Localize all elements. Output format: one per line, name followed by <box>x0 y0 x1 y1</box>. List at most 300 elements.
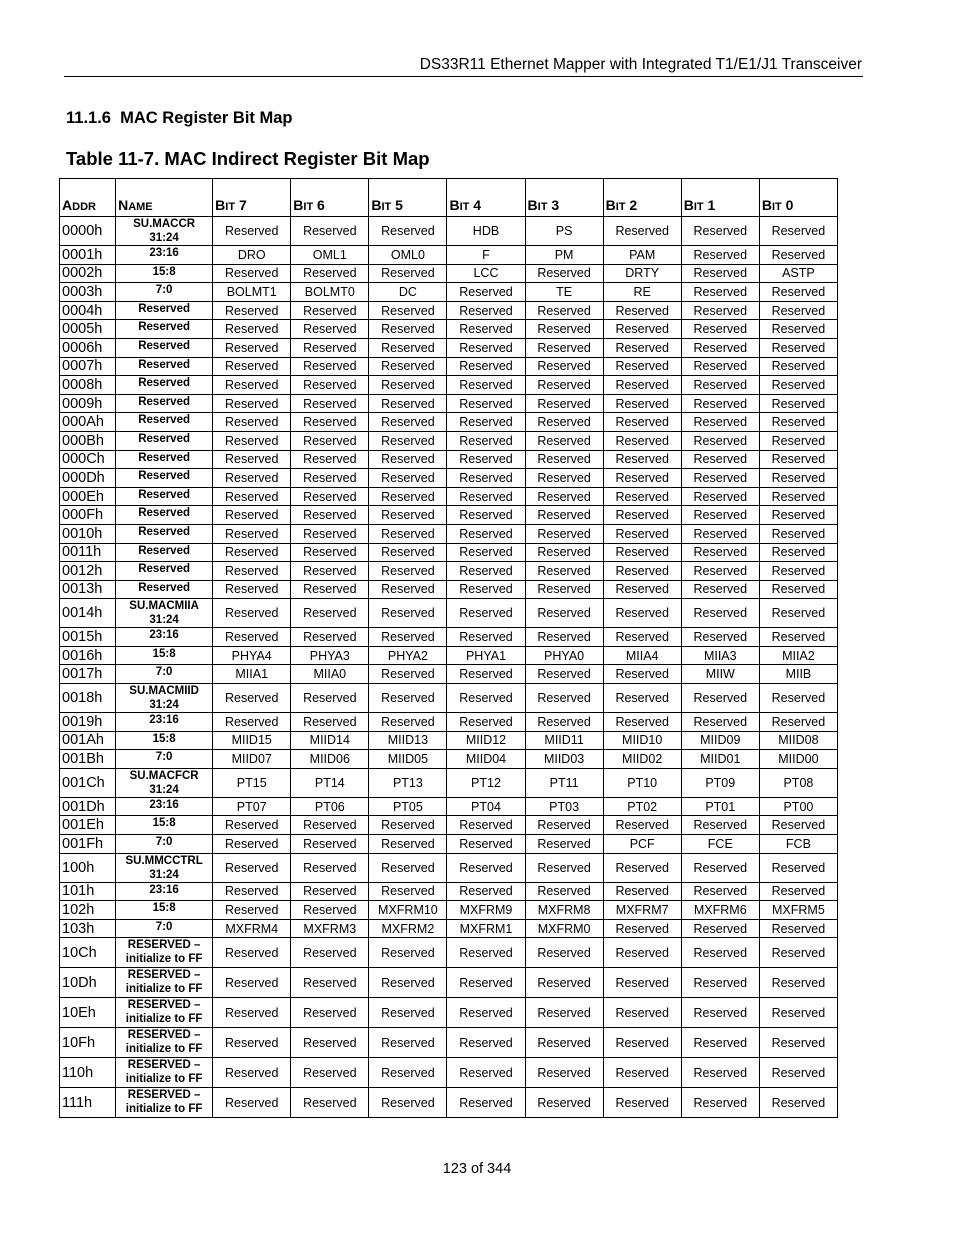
name-line: initialize to FF <box>125 1073 203 1086</box>
name-cell <box>116 301 213 320</box>
bit-cell: MXFRM8 <box>525 901 603 920</box>
table-row <box>60 217 838 246</box>
bit-cell: MIID12 <box>447 731 525 750</box>
addr-cell: 0000h <box>60 217 116 246</box>
bit-cell: Reserved <box>525 450 603 469</box>
bit-cell: Reserved <box>681 450 759 469</box>
bit-cell: Reserved <box>759 853 837 882</box>
bit-cell: MIID10 <box>603 731 681 750</box>
bit-cell: Reserved <box>759 338 837 357</box>
bit-cell: PT04 <box>447 797 525 816</box>
bit-cell: Reserved <box>681 853 759 882</box>
name-line: SU.MACFCR <box>129 769 199 782</box>
bit-cell: Reserved <box>681 628 759 647</box>
name-line: 15:8 <box>152 817 176 830</box>
table-row <box>60 376 838 395</box>
bit-cell: Reserved <box>369 450 447 469</box>
name-cell <box>116 524 213 543</box>
bit-cell: Reserved <box>525 713 603 732</box>
bit-cell: Reserved <box>213 968 291 998</box>
name-cell <box>116 450 213 469</box>
bit-cell: Reserved <box>369 320 447 339</box>
bit-cell: Reserved <box>681 376 759 395</box>
section-heading <box>66 109 293 128</box>
bit-cell: MIID00 <box>759 750 837 769</box>
table-row <box>60 797 838 816</box>
bit-cell: Reserved <box>525 968 603 998</box>
name-line: Reserved <box>138 581 191 594</box>
bit-cell: Reserved <box>213 1058 291 1088</box>
bit-cell: PT06 <box>291 797 369 816</box>
bit-cell: Reserved <box>759 217 837 246</box>
bit-cell: Reserved <box>291 853 369 882</box>
name-cell <box>116 750 213 769</box>
bit-cell: Reserved <box>681 469 759 488</box>
bit-cell: Reserved <box>759 376 837 395</box>
table-row <box>60 998 838 1028</box>
bit-cell: Reserved <box>759 469 837 488</box>
bit-cell: Reserved <box>291 1058 369 1088</box>
bit-cell: Reserved <box>447 580 525 599</box>
bit-cell: Reserved <box>759 413 837 432</box>
bit-cell: PT03 <box>525 797 603 816</box>
bit-cell: PT00 <box>759 797 837 816</box>
bit-cell: Reserved <box>681 599 759 628</box>
bit-cell: Reserved <box>681 882 759 901</box>
bit-cell: Reserved <box>447 413 525 432</box>
name-line: SU.MACMIID <box>129 685 199 698</box>
bit-cell: ASTP <box>759 264 837 283</box>
name-line: initialize to FF <box>125 1103 203 1116</box>
bit-cell: DC <box>369 283 447 302</box>
column-header-bit-5: BIT 5 <box>369 179 447 217</box>
name-line: 23:16 <box>149 883 179 896</box>
bit-cell: Reserved <box>291 394 369 413</box>
name-cell <box>116 580 213 599</box>
bit-cell: Reserved <box>759 1028 837 1058</box>
bit-cell: Reserved <box>447 684 525 713</box>
bit-cell: Reserved <box>447 450 525 469</box>
bit-cell: Reserved <box>603 338 681 357</box>
table-row <box>60 768 838 797</box>
bit-cell: Reserved <box>681 338 759 357</box>
bit-cell: Reserved <box>213 320 291 339</box>
bit-cell: Reserved <box>603 1028 681 1058</box>
bit-cell: PHYA1 <box>447 646 525 665</box>
bit-cell: Reserved <box>213 506 291 525</box>
bit-cell: Reserved <box>759 628 837 647</box>
name-line: 23:16 <box>149 714 179 727</box>
bit-cell: Reserved <box>213 431 291 450</box>
bit-cell: PT12 <box>447 768 525 797</box>
bit-cell: Reserved <box>759 938 837 968</box>
bit-cell: PT10 <box>603 768 681 797</box>
addr-cell: 0017h <box>60 665 116 684</box>
table-row <box>60 853 838 882</box>
bit-cell: Reserved <box>369 599 447 628</box>
bit-cell: Reserved <box>603 968 681 998</box>
column-header-bit-1: BIT 1 <box>681 179 759 217</box>
bit-cell: Reserved <box>603 713 681 732</box>
bit-cell: PHYA0 <box>525 646 603 665</box>
bit-cell: RE <box>603 283 681 302</box>
name-cell <box>116 217 213 246</box>
bit-cell: Reserved <box>369 338 447 357</box>
bit-cell: Reserved <box>291 1088 369 1118</box>
bit-cell: Reserved <box>759 357 837 376</box>
table-row <box>60 338 838 357</box>
name-line: 23:16 <box>149 629 179 642</box>
name-cell <box>116 938 213 968</box>
bit-cell: MIIB <box>759 665 837 684</box>
bit-cell: Reserved <box>681 684 759 713</box>
bit-cell: Reserved <box>213 684 291 713</box>
bit-cell: Reserved <box>369 938 447 968</box>
bit-cell: Reserved <box>603 938 681 968</box>
name-line: Reserved <box>138 321 191 334</box>
table-row <box>60 487 838 506</box>
name-line: 31:24 <box>149 614 179 627</box>
table-row <box>60 968 838 998</box>
table-row <box>60 450 838 469</box>
addr-cell: 111h <box>60 1088 116 1118</box>
bit-cell: PHYA4 <box>213 646 291 665</box>
name-line: 15:8 <box>152 647 176 660</box>
bit-cell: PT14 <box>291 768 369 797</box>
bit-cell: Reserved <box>291 628 369 647</box>
bit-cell: Reserved <box>759 684 837 713</box>
bit-cell: LCC <box>447 264 525 283</box>
bit-cell: Reserved <box>291 998 369 1028</box>
name-cell <box>116 431 213 450</box>
name-line: 7:0 <box>155 284 173 297</box>
bit-cell: PT13 <box>369 768 447 797</box>
name-cell <box>116 968 213 998</box>
bit-cell: Reserved <box>213 853 291 882</box>
bit-cell: BOLMT1 <box>213 283 291 302</box>
name-line: SU.MACMIIA <box>129 600 199 613</box>
addr-cell: 0018h <box>60 684 116 713</box>
bit-cell: Reserved <box>681 431 759 450</box>
addr-cell: 0002h <box>60 264 116 283</box>
bit-cell: Reserved <box>213 487 291 506</box>
bit-cell: Reserved <box>213 882 291 901</box>
bit-cell: PHYA3 <box>291 646 369 665</box>
bit-cell: Reserved <box>681 998 759 1028</box>
table-title: Table 11-7. MAC Indirect Register Bit Map <box>66 148 430 169</box>
table-row <box>60 1028 838 1058</box>
name-line: 7:0 <box>155 920 173 933</box>
bit-cell: MIID02 <box>603 750 681 769</box>
bit-cell: Reserved <box>291 835 369 854</box>
bit-cell: Reserved <box>681 543 759 562</box>
bit-cell: Reserved <box>291 338 369 357</box>
bit-cell: Reserved <box>681 919 759 938</box>
bit-cell: Reserved <box>291 816 369 835</box>
addr-cell: 001Bh <box>60 750 116 769</box>
bit-cell: Reserved <box>681 524 759 543</box>
bit-cell: Reserved <box>759 543 837 562</box>
bit-cell: MIID08 <box>759 731 837 750</box>
bit-cell: Reserved <box>603 357 681 376</box>
bit-cell: Reserved <box>603 816 681 835</box>
bit-cell: Reserved <box>291 599 369 628</box>
table-row <box>60 506 838 525</box>
table-row <box>60 431 838 450</box>
bit-cell: Reserved <box>369 835 447 854</box>
table-row <box>60 1088 838 1118</box>
column-header-bit-6: BIT 6 <box>291 179 369 217</box>
table-row <box>60 646 838 665</box>
bit-cell: PAM <box>603 246 681 265</box>
bit-cell: Reserved <box>213 1088 291 1118</box>
bit-cell: Reserved <box>681 357 759 376</box>
bit-cell: Reserved <box>291 938 369 968</box>
name-line: Reserved <box>138 339 191 352</box>
bit-cell: Reserved <box>369 1088 447 1118</box>
name-line: Reserved <box>138 507 191 520</box>
bit-cell: Reserved <box>447 713 525 732</box>
bit-cell: Reserved <box>759 394 837 413</box>
bit-cell: Reserved <box>759 450 837 469</box>
bit-cell: Reserved <box>447 1028 525 1058</box>
name-cell <box>116 320 213 339</box>
column-header-bit-3: BIT 3 <box>525 179 603 217</box>
register-bit-map-table <box>59 178 838 1118</box>
bit-cell: Reserved <box>447 853 525 882</box>
bit-cell: Reserved <box>213 264 291 283</box>
table-row <box>60 731 838 750</box>
bit-cell: Reserved <box>603 506 681 525</box>
bit-cell: Reserved <box>369 217 447 246</box>
name-cell <box>116 562 213 581</box>
bit-cell: Reserved <box>525 938 603 968</box>
name-cell <box>116 768 213 797</box>
bit-cell: Reserved <box>447 968 525 998</box>
addr-cell: 0001h <box>60 246 116 265</box>
name-cell <box>116 506 213 525</box>
bit-cell: PS <box>525 217 603 246</box>
column-header-bit-7: BIT 7 <box>213 179 291 217</box>
name-line: Reserved <box>138 470 191 483</box>
addr-cell: 000Fh <box>60 506 116 525</box>
table-row <box>60 413 838 432</box>
bit-cell: Reserved <box>525 1058 603 1088</box>
bit-cell: Reserved <box>681 506 759 525</box>
name-line: RESERVED – <box>127 1059 201 1072</box>
table-header-row <box>60 179 838 217</box>
bit-cell: Reserved <box>681 1028 759 1058</box>
bit-cell: Reserved <box>759 816 837 835</box>
name-cell <box>116 1058 213 1088</box>
bit-cell: Reserved <box>447 320 525 339</box>
bit-cell: Reserved <box>759 524 837 543</box>
bit-cell: Reserved <box>447 1088 525 1118</box>
name-line: Reserved <box>138 525 191 538</box>
bit-cell: Reserved <box>447 357 525 376</box>
bit-cell: Reserved <box>447 394 525 413</box>
name-line: 31:24 <box>149 232 179 244</box>
bit-cell: Reserved <box>291 713 369 732</box>
bit-cell: Reserved <box>759 580 837 599</box>
bit-cell: Reserved <box>525 469 603 488</box>
name-cell <box>116 599 213 628</box>
table-row <box>60 684 838 713</box>
bit-cell: Reserved <box>369 853 447 882</box>
bit-cell: Reserved <box>447 301 525 320</box>
bit-cell: Reserved <box>447 543 525 562</box>
name-cell <box>116 646 213 665</box>
bit-cell: Reserved <box>447 882 525 901</box>
bit-cell: MIID14 <box>291 731 369 750</box>
bit-cell: Reserved <box>213 524 291 543</box>
bit-cell: Reserved <box>681 562 759 581</box>
bit-cell: F <box>447 246 525 265</box>
bit-cell: Reserved <box>369 684 447 713</box>
bit-cell: Reserved <box>213 413 291 432</box>
bit-cell: MIID03 <box>525 750 603 769</box>
bit-cell: Reserved <box>603 1088 681 1118</box>
addr-cell: 000Ch <box>60 450 116 469</box>
bit-cell: Reserved <box>291 1028 369 1058</box>
bit-cell: Reserved <box>291 431 369 450</box>
bit-cell: Reserved <box>447 835 525 854</box>
name-line: 23:16 <box>149 247 179 259</box>
addr-cell: 100h <box>60 853 116 882</box>
bit-cell: PT08 <box>759 768 837 797</box>
name-cell <box>116 264 213 283</box>
bit-cell: Reserved <box>681 487 759 506</box>
bit-cell: MIID13 <box>369 731 447 750</box>
bit-cell: Reserved <box>681 320 759 339</box>
table-row <box>60 301 838 320</box>
bit-cell: Reserved <box>447 665 525 684</box>
bit-cell: Reserved <box>291 882 369 901</box>
bit-cell: MXFRM3 <box>291 919 369 938</box>
bit-cell: Reserved <box>447 376 525 395</box>
bit-cell: DRO <box>213 246 291 265</box>
addr-cell: 10Dh <box>60 968 116 998</box>
bit-cell: Reserved <box>759 431 837 450</box>
table-row <box>60 357 838 376</box>
bit-cell: Reserved <box>525 1028 603 1058</box>
bit-cell: Reserved <box>525 264 603 283</box>
bit-cell: Reserved <box>213 998 291 1028</box>
name-cell <box>116 919 213 938</box>
addr-cell: 0019h <box>60 713 116 732</box>
name-line: Reserved <box>138 414 191 427</box>
name-cell <box>116 1088 213 1118</box>
bit-cell: Reserved <box>213 1028 291 1058</box>
addr-cell: 0005h <box>60 320 116 339</box>
bit-cell: Reserved <box>603 665 681 684</box>
bit-cell: Reserved <box>291 487 369 506</box>
table-row <box>60 599 838 628</box>
bit-cell: Reserved <box>369 506 447 525</box>
bit-cell: Reserved <box>759 283 837 302</box>
bit-cell: Reserved <box>681 413 759 432</box>
bit-cell: Reserved <box>447 469 525 488</box>
bit-cell: PT11 <box>525 768 603 797</box>
page-number: 123 of 344 <box>442 1161 512 1177</box>
bit-cell: Reserved <box>369 713 447 732</box>
bit-cell: Reserved <box>213 835 291 854</box>
addr-cell: 001Dh <box>60 797 116 816</box>
bit-cell: Reserved <box>213 580 291 599</box>
bit-cell: Reserved <box>369 301 447 320</box>
bit-cell: Reserved <box>369 968 447 998</box>
bit-cell: Reserved <box>291 217 369 246</box>
bit-cell: MIID11 <box>525 731 603 750</box>
bit-cell: Reserved <box>525 487 603 506</box>
name-line: Reserved <box>138 563 191 576</box>
bit-cell: Reserved <box>291 562 369 581</box>
table-row <box>60 750 838 769</box>
table-row <box>60 394 838 413</box>
name-cell <box>116 882 213 901</box>
name-line: initialize to FF <box>125 983 203 996</box>
name-line: Reserved <box>138 451 191 464</box>
name-line: RESERVED – <box>127 969 201 982</box>
bit-cell: Reserved <box>369 394 447 413</box>
bit-cell: Reserved <box>681 217 759 246</box>
bit-cell: Reserved <box>525 357 603 376</box>
bit-cell: MXFRM0 <box>525 919 603 938</box>
bit-cell: Reserved <box>603 469 681 488</box>
bit-cell: Reserved <box>759 882 837 901</box>
bit-cell: Reserved <box>291 264 369 283</box>
name-line: 15:8 <box>152 902 176 915</box>
bit-cell: Reserved <box>369 487 447 506</box>
bit-cell: Reserved <box>369 413 447 432</box>
table-row <box>60 320 838 339</box>
bit-cell: Reserved <box>759 246 837 265</box>
bit-cell: PT02 <box>603 797 681 816</box>
name-cell <box>116 816 213 835</box>
table-row <box>60 469 838 488</box>
addr-cell: 0012h <box>60 562 116 581</box>
bit-cell: Reserved <box>525 1088 603 1118</box>
bit-cell: Reserved <box>213 357 291 376</box>
bit-cell: Reserved <box>525 998 603 1028</box>
name-cell <box>116 684 213 713</box>
bit-cell: Reserved <box>681 264 759 283</box>
bit-cell: PT09 <box>681 768 759 797</box>
bit-cell: MXFRM9 <box>447 901 525 920</box>
bit-cell: Reserved <box>291 968 369 998</box>
bit-cell: Reserved <box>603 320 681 339</box>
bit-cell: Reserved <box>369 376 447 395</box>
bit-cell: Reserved <box>213 901 291 920</box>
bit-cell: MXFRM10 <box>369 901 447 920</box>
bit-cell: Reserved <box>213 394 291 413</box>
bit-cell: Reserved <box>213 713 291 732</box>
bit-cell: Reserved <box>681 283 759 302</box>
addr-cell: 0014h <box>60 599 116 628</box>
addr-cell: 0010h <box>60 524 116 543</box>
bit-cell: Reserved <box>759 1058 837 1088</box>
bit-cell: PM <box>525 246 603 265</box>
bit-cell: Reserved <box>603 524 681 543</box>
bit-cell: PT07 <box>213 797 291 816</box>
addr-cell: 0013h <box>60 580 116 599</box>
bit-cell: Reserved <box>759 968 837 998</box>
bit-cell: MIID09 <box>681 731 759 750</box>
bit-cell: Reserved <box>681 580 759 599</box>
table-row <box>60 283 838 302</box>
name-line: 7:0 <box>155 751 173 764</box>
bit-cell: Reserved <box>603 450 681 469</box>
